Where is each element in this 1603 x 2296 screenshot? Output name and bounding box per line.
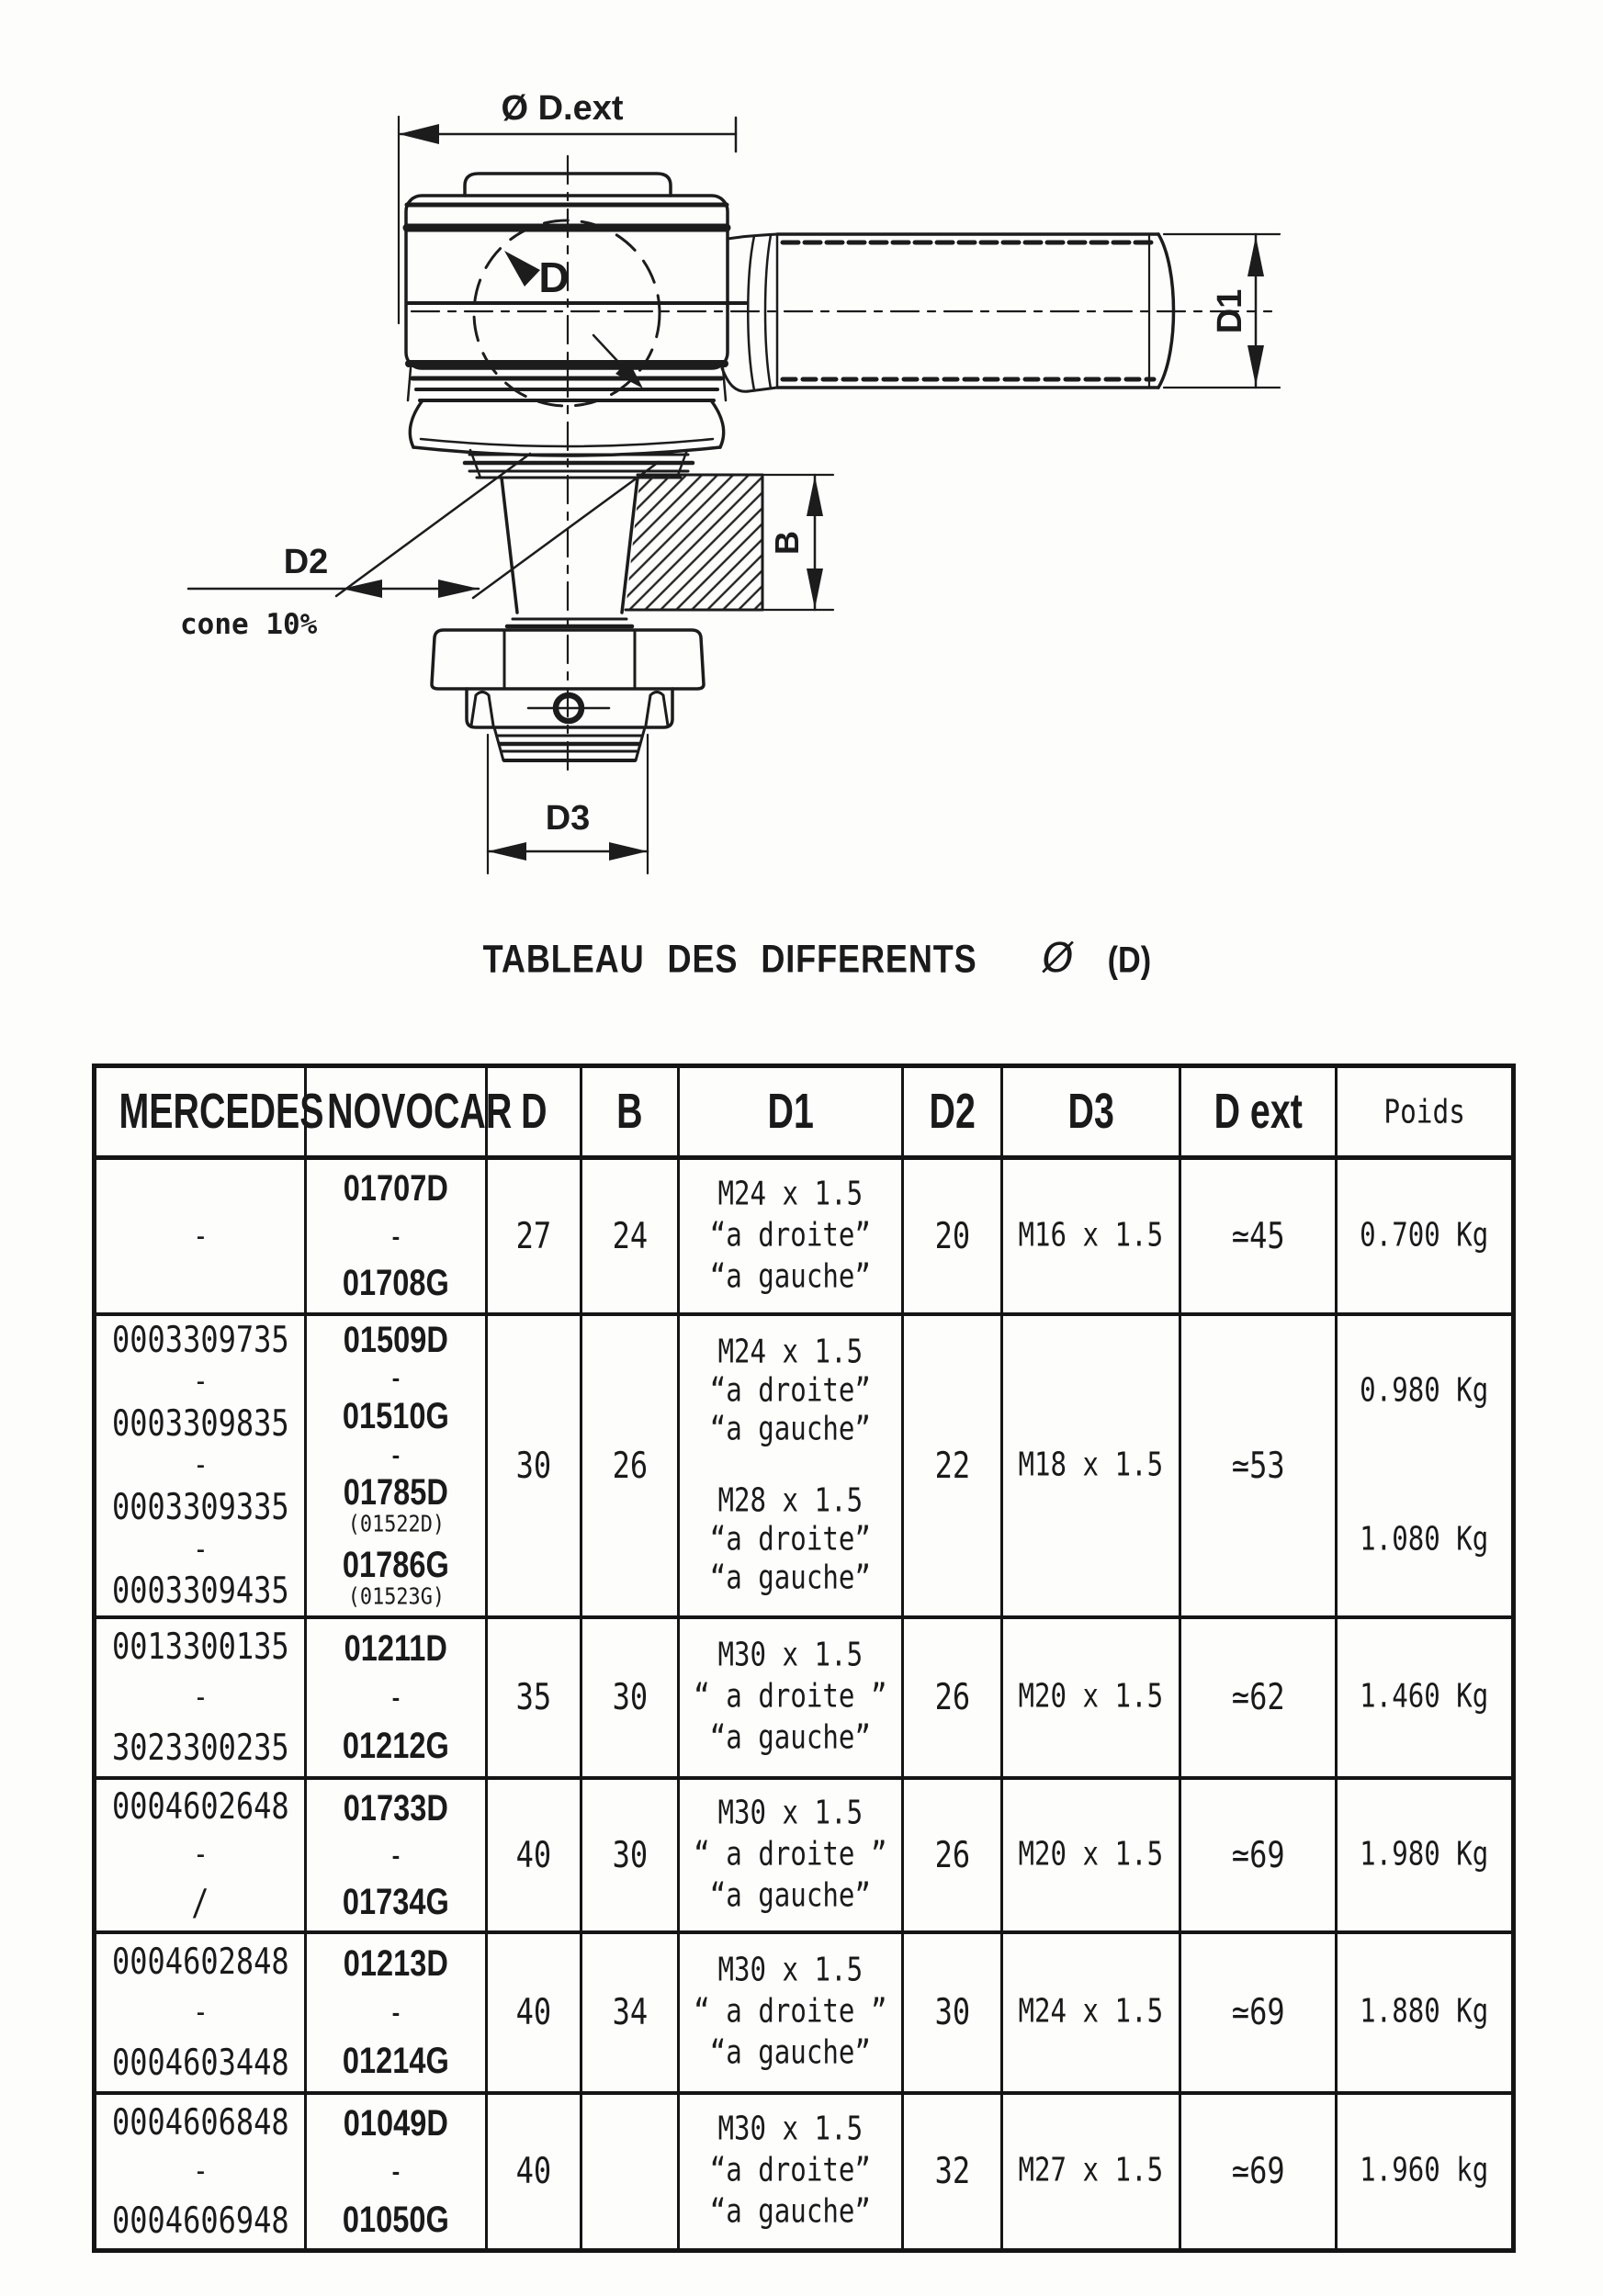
cell-d: 40 (487, 2093, 581, 2251)
d-arrow (504, 251, 540, 287)
cell-mercedes: - (95, 1158, 306, 1314)
cell-dext: ≃69 (1180, 1932, 1337, 2093)
d3-arrow-right (609, 842, 648, 861)
cell-poids: 1.460 Kg (1337, 1617, 1514, 1778)
cell-d3: M24 x 1.5 (1002, 1932, 1180, 2093)
title-text: TABLEAU DES DIFFERENTS (482, 936, 977, 982)
cell-novocar: 01707D - 01708G (306, 1158, 487, 1314)
cell-d2: 22 (903, 1314, 1002, 1617)
cell-novocar: 01211D - 01212G (306, 1617, 487, 1778)
b-label: B (768, 531, 806, 555)
header-d3: D3 (1002, 1066, 1180, 1158)
cell-novocar: 01733D - 01734G (306, 1778, 487, 1932)
cell-d3: M16 x 1.5 (1002, 1158, 1180, 1314)
cell-novocar: 01049D - 01050G (306, 2093, 487, 2251)
cell-dext: ≃53 (1180, 1314, 1337, 1617)
d2-label: D2 (283, 543, 329, 581)
d2-arrow-right (438, 580, 479, 598)
hatch-section (626, 475, 762, 610)
header-row (95, 1066, 1514, 1158)
cell-mercedes: 0004606848 - 0004606948 (95, 2093, 306, 2251)
cell-d1: M24 x 1.5 “a droite” “a gauche” M28 x 1.5 “a droite” “a gauche” (679, 1314, 903, 1617)
cell-poids: 1.960 kg (1337, 2093, 1514, 2251)
cell-d1: M30 x 1.5 “a droite” “a gauche” (679, 2093, 903, 2251)
cell-dext: ≃45 (1180, 1158, 1337, 1314)
cell-novocar: 01509D - 01510G - 01785D (01522D) 01786G (01523G) (306, 1314, 487, 1617)
table-row (95, 2093, 1514, 2251)
cell-d: 40 (487, 1778, 581, 1932)
dext-label: Ø D.ext (501, 89, 624, 128)
table-row (95, 1778, 1514, 1932)
cell-dext: ≃69 (1180, 2093, 1337, 2251)
d3-label: D3 (545, 799, 591, 838)
header-d: D (487, 1066, 581, 1158)
cell-d2: 26 (903, 1617, 1002, 1778)
d1-arrow-bottom (1247, 345, 1264, 386)
title-suffix: (D) (1107, 940, 1152, 982)
cell-poids: 1.880 Kg (1337, 1932, 1514, 2093)
cell-d1: M24 x 1.5 “a droite” “a gauche” (679, 1158, 903, 1314)
table-row (95, 1932, 1514, 2093)
cell-b: 30 (581, 1778, 679, 1932)
cell-dext: ≃69 (1180, 1778, 1337, 1932)
cell-poids: 1.980 Kg (1337, 1778, 1514, 1932)
cell-d3: M18 x 1.5 (1002, 1314, 1180, 1617)
cell-d3: M20 x 1.5 (1002, 1778, 1180, 1932)
tie-rod-end-drawing (0, 0, 1603, 928)
d1-label: D1 (1211, 288, 1249, 334)
cell-d: 27 (487, 1158, 581, 1314)
diameter-symbol: Ø (1038, 935, 1078, 982)
table-row (95, 1314, 1514, 1617)
header-mercedes: MERCEDES (95, 1066, 306, 1158)
cell-d2: 26 (903, 1778, 1002, 1932)
cell-d2: 20 (903, 1158, 1002, 1314)
cell-poids: 0.700 Kg (1337, 1158, 1514, 1314)
cell-d1: M30 x 1.5 “ a droite ” “a gauche” (679, 1932, 903, 2093)
cell-b: 34 (581, 1932, 679, 2093)
d3-arrow-left (488, 842, 526, 861)
d-label: D (538, 253, 570, 301)
cell-d1: M30 x 1.5 “ a droite ” “a gauche” (679, 1617, 903, 1778)
cell-b: 30 (581, 1617, 679, 1778)
cell-novocar: 01213D - 01214G (306, 1932, 487, 2093)
header-d2: D2 (903, 1066, 1002, 1158)
b-arrow-bottom (807, 568, 823, 609)
cell-mercedes: 0004602648 - / (95, 1778, 306, 1932)
cell-d3: M20 x 1.5 (1002, 1617, 1180, 1778)
table-title (0, 935, 1603, 982)
d1-arrow-top (1247, 236, 1264, 276)
cell-mercedes: 0013300135 - 3023300235 (95, 1617, 306, 1778)
dext-arrow (399, 124, 439, 144)
header-d1: D1 (679, 1066, 903, 1158)
table-row (95, 1158, 1514, 1314)
header-novocar: NOVOCAR (306, 1066, 487, 1158)
cell-d1: M30 x 1.5 “ a droite ” “a gauche” (679, 1778, 903, 1932)
header-dext: D ext (1180, 1066, 1337, 1158)
cone-label: cone 10% (180, 608, 318, 641)
spec-table (92, 1064, 1516, 2253)
cell-d: 40 (487, 1932, 581, 2093)
header-b: B (581, 1066, 679, 1158)
cell-d2: 30 (903, 1932, 1002, 2093)
b-arrow-top (807, 476, 823, 516)
cell-d: 30 (487, 1314, 581, 1617)
cell-mercedes: 0003309735 - 0003309835 - 0003309335 - 0003309435 (95, 1314, 306, 1617)
cone-left-edge (502, 478, 517, 613)
table-row (95, 1617, 1514, 1778)
header-poids: Poids (1337, 1066, 1514, 1158)
cell-d2: 32 (903, 2093, 1002, 2251)
cell-mercedes: 0004602848 - 0004603448 (95, 1932, 306, 2093)
cell-d3: M27 x 1.5 (1002, 2093, 1180, 2251)
cell-dext: ≃62 (1180, 1617, 1337, 1778)
cell-d: 35 (487, 1617, 581, 1778)
cell-b (581, 2093, 679, 2251)
cell-b: 24 (581, 1158, 679, 1314)
cell-b: 26 (581, 1314, 679, 1617)
cell-poids: 0.980 Kg 1.080 Kg (1337, 1314, 1514, 1617)
